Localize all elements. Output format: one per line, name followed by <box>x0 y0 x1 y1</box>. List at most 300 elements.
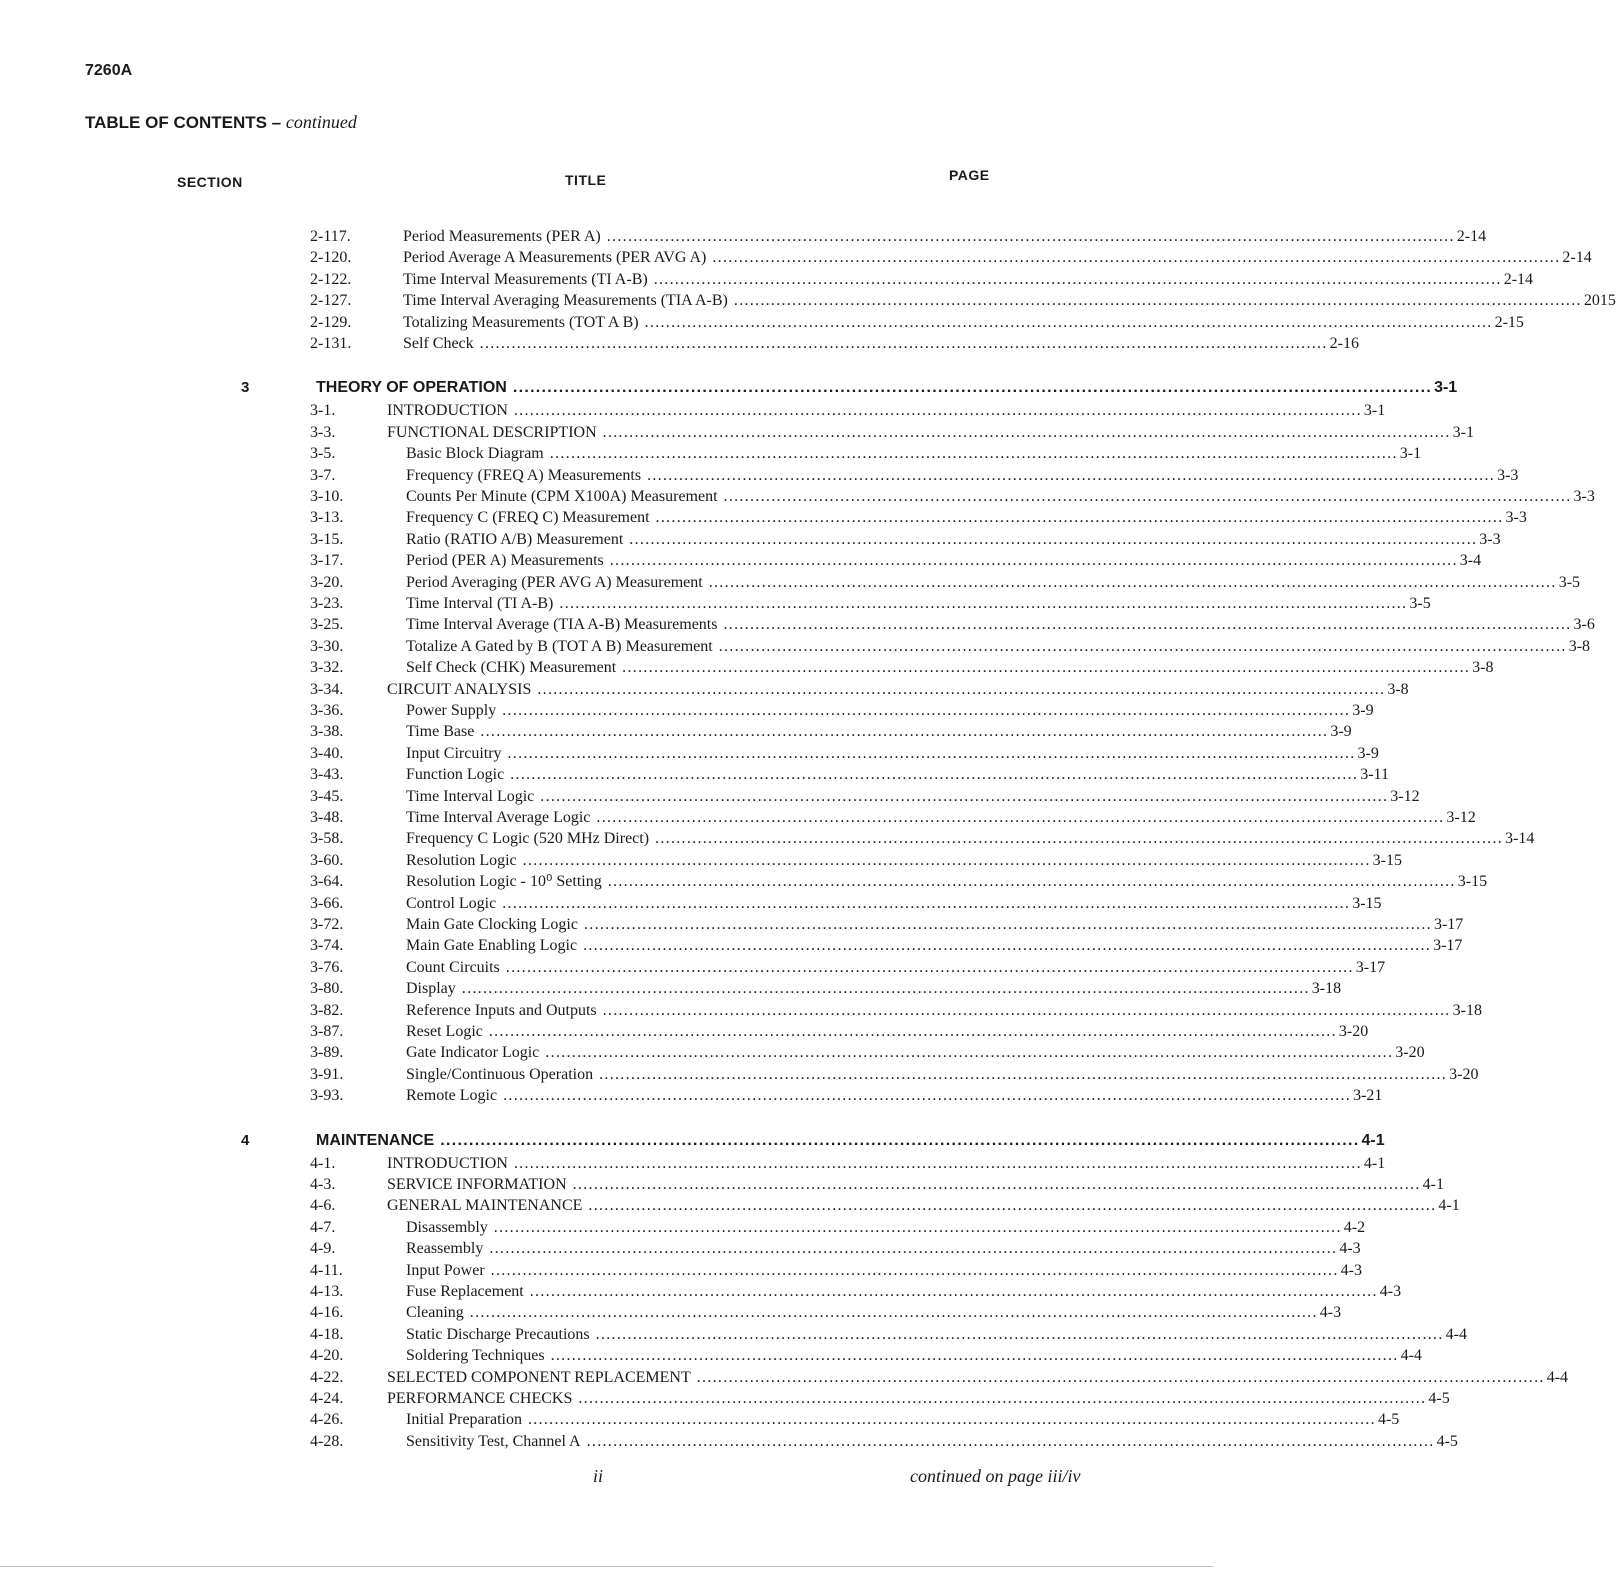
entry-title: PERFORMANCE CHECKS <box>387 1390 573 1407</box>
dot-leader: ................................................................................................................................................................ <box>586 1432 1435 1450</box>
toc-title: TABLE OF CONTENTS <box>85 113 267 132</box>
toc-entry <box>0 1000 1482 1021</box>
toc-entry <box>0 721 1352 742</box>
dot-leader: ................................................................................................................................................................ <box>469 1304 1318 1322</box>
entry-page: 4-1 <box>1361 1131 1385 1149</box>
toc-entry <box>0 1174 1444 1195</box>
toc-entry <box>0 1042 1425 1063</box>
entry-page: 3-18 <box>1452 1001 1482 1019</box>
toc-entry <box>0 1431 1458 1452</box>
dot-leader: ................................................................................................................................................................ <box>490 1261 1339 1279</box>
entry-page: 3-8 <box>1472 659 1494 677</box>
toc-entry <box>0 1153 1386 1174</box>
dot-leader: ................................................................................................................................................................ <box>588 1197 1437 1215</box>
toc-entry <box>0 550 1482 571</box>
entry-number: 3-36. <box>310 702 344 719</box>
dot-leader: ................................................................................................................................................................ <box>622 659 1471 677</box>
entry-number: 3-32. <box>310 659 344 677</box>
entry-number: 3-58. <box>310 830 344 848</box>
entry-title: Totalizing Measurements (TOT A B) <box>403 313 639 331</box>
entry-page: 3-3 <box>1573 488 1595 505</box>
dot-leader: ................................................................................................................................................................ <box>502 702 1351 719</box>
entry-leader-line <box>406 486 1595 507</box>
entry-number: 3-20. <box>310 573 344 591</box>
entry-leader-line <box>406 914 1464 935</box>
entry-page: 3-6 <box>1573 616 1595 634</box>
entry-number: 3-91. <box>310 1065 344 1083</box>
dot-leader: ................................................................................................................................................................ <box>505 958 1354 976</box>
entry-title: CIRCUIT ANALYSIS <box>387 680 532 698</box>
entry-page: 3-1 <box>1452 423 1474 441</box>
entry-page: 3-1 <box>1434 379 1458 397</box>
entry-page: 4-1 <box>1438 1197 1460 1215</box>
entry-page: 3-20 <box>1338 1023 1369 1040</box>
entry-page: 2-15 <box>1494 313 1524 331</box>
toc-entry <box>0 226 1487 247</box>
entry-page: 3-12 <box>1390 787 1420 805</box>
entry-page: 4-2 <box>1343 1218 1366 1236</box>
entry-leader-line <box>387 1153 1386 1174</box>
entry-leader-line <box>406 807 1476 828</box>
entry-number: 3-93. <box>310 1087 344 1105</box>
entry-number: 4-22. <box>310 1368 344 1386</box>
entry-title: Self Check <box>403 335 474 352</box>
entry-page: 4-3 <box>1379 1283 1402 1300</box>
entry-title: Self Check (CHK) Measurement <box>406 659 617 677</box>
entry-leader-line <box>403 333 1359 354</box>
dot-leader: ................................................................................................................................................................ <box>512 379 1433 397</box>
entry-number: 4-1. <box>310 1154 336 1172</box>
entry-leader-line <box>406 657 1494 678</box>
entry-number: 3-25. <box>310 616 344 634</box>
dot-leader: ................................................................................................................................................................ <box>549 445 1398 463</box>
dot-leader: ................................................................................................................................................................ <box>493 1218 1342 1236</box>
entry-title: Period Averaging (PER AVG A) Measurement <box>406 573 703 591</box>
entry-page: 3-21 <box>1353 1087 1383 1105</box>
entry-number: 4-11. <box>310 1261 343 1279</box>
toc-entry <box>0 614 1595 635</box>
dot-leader: ................................................................................................................................................................ <box>522 851 1371 869</box>
entry-title: Period Average A Measurements (PER AVG A) <box>403 249 707 267</box>
entry-leader-line <box>406 957 1386 978</box>
entry-leader-line <box>406 593 1431 614</box>
entry-title: Time Interval Logic <box>406 787 535 805</box>
entry-page: 3-4 <box>1459 552 1482 570</box>
dot-leader: ................................................................................................................................................................ <box>488 1023 1337 1040</box>
entry-number: 3-45. <box>310 787 344 805</box>
entry-number: 3-1. <box>310 402 336 420</box>
toc-entry <box>0 1195 1460 1216</box>
dot-leader: ................................................................................................................................................................ <box>655 509 1504 527</box>
entry-leader-line <box>406 1281 1402 1302</box>
entry-leader-line <box>406 1238 1361 1259</box>
entry-title: Frequency (FREQ A) Measurements <box>406 466 642 484</box>
section-number: 4 <box>241 1131 250 1149</box>
entry-leader-line <box>406 443 1422 464</box>
entry-leader-line <box>406 1302 1342 1323</box>
entry-leader-line <box>406 529 1501 550</box>
entry-title: INTRODUCTION <box>387 402 508 420</box>
entry-leader-line <box>406 1021 1369 1042</box>
entry-title: INTRODUCTION <box>387 1154 508 1172</box>
dot-leader: ................................................................................................................................................................ <box>723 616 1572 634</box>
entry-title: Input Power <box>406 1261 485 1279</box>
entry-number: 2-127. <box>310 292 352 310</box>
entry-number: 3-87. <box>310 1023 344 1040</box>
dot-leader: ................................................................................................................................................................ <box>712 249 1561 267</box>
entry-number: 4-20. <box>310 1347 344 1365</box>
entry-page: 3-17 <box>1355 958 1386 976</box>
entry-leader-line <box>406 828 1535 849</box>
dot-leader: ................................................................................................................................................................ <box>578 1390 1427 1407</box>
entry-page: 3-11 <box>1360 766 1389 784</box>
toc-entry <box>0 914 1464 935</box>
entry-title: Soldering Techniques <box>406 1347 545 1365</box>
toc-entry <box>0 247 1592 268</box>
toc-entry <box>0 871 1488 892</box>
entry-leader-line <box>406 507 1527 528</box>
entry-leader-line <box>387 400 1386 421</box>
entry-page: 4-1 <box>1422 1176 1444 1193</box>
entry-title: Time Interval (TI A-B) <box>406 595 554 612</box>
entry-page: 3-9 <box>1357 744 1379 762</box>
toc-section-row <box>0 1130 1385 1151</box>
entry-title: Frequency C Logic (520 MHz Direct) <box>406 830 650 848</box>
toc-entry <box>0 1409 1400 1430</box>
entry-page: 2-16 <box>1329 335 1359 352</box>
entry-page: 3-14 <box>1505 830 1535 848</box>
entry-title: Main Gate Enabling Logic <box>406 937 578 955</box>
entry-title: Ratio (RATIO A/B) Measurement <box>406 530 624 548</box>
entry-leader-line <box>406 935 1463 956</box>
entry-leader-line <box>387 1195 1460 1216</box>
entry-title: Power Supply <box>406 702 497 719</box>
entry-page: 3-17 <box>1433 937 1463 955</box>
entry-number: 3-48. <box>310 809 344 826</box>
toc-entry <box>0 850 1402 871</box>
entry-page: 4-5 <box>1436 1432 1458 1450</box>
dot-leader: ................................................................................................................................................................ <box>461 980 1310 998</box>
entry-title: Display <box>406 980 456 998</box>
toc-entry <box>0 1345 1422 1366</box>
entry-number: 2-129. <box>310 313 352 331</box>
toc-entry <box>0 507 1527 528</box>
entry-number: 3-72. <box>310 916 344 933</box>
entry-page: 3-8 <box>1387 680 1409 698</box>
entry-title: Reference Inputs and Outputs <box>406 1001 597 1019</box>
entry-title: FUNCTIONAL DESCRIPTION <box>387 423 597 441</box>
dot-leader: ................................................................................................................................................................ <box>559 595 1408 612</box>
entry-leader-line <box>316 1130 1385 1151</box>
entry-leader-line <box>406 700 1374 721</box>
entry-title: Static Discharge Precautions <box>406 1325 590 1343</box>
entry-leader-line <box>406 1085 1383 1106</box>
entry-title: Main Gate Clocking Logic <box>406 916 578 933</box>
toc-entry <box>0 1217 1366 1238</box>
entry-number: 3-3. <box>310 423 336 441</box>
column-header-page: PAGE <box>949 167 990 183</box>
entry-page: 4-4 <box>1400 1347 1422 1365</box>
entry-leader-line <box>406 978 1342 999</box>
entry-number: 3-80. <box>310 980 344 998</box>
entry-number: 4-26. <box>310 1411 344 1429</box>
entry-page: 3-15 <box>1372 851 1402 869</box>
toc-entry <box>0 935 1463 956</box>
entry-page: 2-14 <box>1562 249 1592 267</box>
entry-page: 4-5 <box>1377 1411 1400 1429</box>
dot-leader: ................................................................................................................................................................ <box>607 873 1456 891</box>
entry-leader-line <box>403 312 1524 333</box>
dot-leader: ................................................................................................................................................................ <box>583 916 1432 933</box>
entry-title: Period (PER A) Measurements <box>406 552 604 570</box>
entry-leader-line <box>406 614 1595 635</box>
entry-leader-line <box>406 721 1352 742</box>
toc-section-row <box>0 377 1458 398</box>
entry-number: 3-40. <box>310 744 344 762</box>
entry-page: 3-9 <box>1352 702 1374 719</box>
section-title: MAINTENANCE <box>316 1131 435 1149</box>
entry-leader-line <box>406 1217 1366 1238</box>
entry-leader-line <box>387 1174 1444 1195</box>
entry-page: 3-20 <box>1395 1044 1425 1062</box>
toc-entry <box>0 764 1389 785</box>
toc-entry <box>0 572 1581 593</box>
entry-number: 3-82. <box>310 1001 344 1019</box>
dot-leader: ................................................................................................................................................................ <box>723 488 1572 505</box>
toc-entry <box>0 1367 1569 1388</box>
entry-title: Initial Preparation <box>406 1411 522 1429</box>
page-folio: ii <box>593 1466 604 1486</box>
entry-number: 3-60. <box>310 851 344 869</box>
entry-title: Fuse Replacement <box>406 1283 524 1300</box>
entry-number: 4-13. <box>310 1283 344 1300</box>
entry-title: Resolution Logic - 10⁰ Setting <box>406 873 602 891</box>
entry-title: Period Measurements (PER A) <box>403 228 601 245</box>
dot-leader: ................................................................................................................................................................ <box>529 1283 1378 1300</box>
dot-leader: ................................................................................................................................................................ <box>644 313 1493 331</box>
entry-title: Time Interval Average (TIA A-B) Measurements <box>406 616 718 634</box>
entry-title: Frequency C (FREQ C) Measurement <box>406 509 650 527</box>
entry-leader-line <box>403 247 1592 268</box>
entry-leader-line <box>406 1324 1467 1345</box>
entry-leader-line <box>406 871 1488 892</box>
toc-entry <box>0 465 1519 486</box>
entry-leader-line <box>406 893 1382 914</box>
entry-number: 4-7. <box>310 1218 336 1236</box>
entry-page: 2015 <box>1583 292 1616 310</box>
entry-number: 3-76. <box>310 958 344 976</box>
dot-leader: ................................................................................................................................................................ <box>540 787 1389 805</box>
entry-number: 4-18. <box>310 1325 344 1343</box>
entry-page: 2-14 <box>1456 228 1487 245</box>
toc-continued: continued <box>285 112 357 132</box>
toc-entry <box>0 807 1476 828</box>
toc-entry <box>0 1281 1402 1302</box>
entry-leader-line <box>406 1409 1400 1430</box>
entry-page: 3-8 <box>1568 637 1591 655</box>
entry-number: 3-17. <box>310 552 344 570</box>
toc-entry <box>0 1238 1361 1259</box>
toc-entry <box>0 1085 1383 1106</box>
entry-leader-line <box>406 1000 1482 1021</box>
dot-leader: ................................................................................................................................................................ <box>653 270 1502 288</box>
toc-entry <box>0 443 1422 464</box>
entry-title: Time Base <box>406 723 475 741</box>
entry-number: 2-131. <box>310 335 352 352</box>
entry-number: 4-28. <box>310 1432 344 1450</box>
dot-leader: ................................................................................................................................................................ <box>602 1001 1451 1019</box>
toc-entry <box>0 593 1431 614</box>
toc-entry <box>0 1302 1342 1323</box>
column-header-section: SECTION <box>177 174 243 190</box>
entry-number: 3-15. <box>310 530 344 548</box>
entry-page: 3-9 <box>1330 723 1352 741</box>
entry-number: 4-6. <box>310 1197 336 1215</box>
bottom-rule <box>0 1566 1213 1567</box>
toc-entry <box>0 1260 1362 1281</box>
entry-title: Time Interval Measurements (TI A-B) <box>403 270 648 288</box>
entry-title: Basic Block Diagram <box>406 445 544 463</box>
toc-entry <box>0 1021 1369 1042</box>
entry-number: 4-16. <box>310 1304 344 1322</box>
entry-number: 3-10. <box>310 488 344 505</box>
dot-leader: ................................................................................................................................................................ <box>527 1411 1376 1429</box>
toc-dash: – <box>266 113 286 132</box>
entry-leader-line <box>403 269 1534 290</box>
dot-leader: ................................................................................................................................................................ <box>502 894 1351 912</box>
dot-leader: ................................................................................................................................................................ <box>718 637 1567 655</box>
entry-title: Reassembly <box>406 1240 484 1258</box>
toc-entry <box>0 290 1616 311</box>
entry-number: 2-117. <box>310 228 351 245</box>
dot-leader: ................................................................................................................................................................ <box>489 1240 1338 1258</box>
entry-number: 3-7. <box>310 466 336 484</box>
entry-page: 3-15 <box>1457 873 1488 891</box>
entry-leader-line <box>406 1431 1458 1452</box>
entry-title: Cleaning <box>406 1304 464 1322</box>
entry-number: 3-74. <box>310 937 344 955</box>
dot-leader: ................................................................................................................................................................ <box>595 1325 1444 1343</box>
entry-title: Sensitivity Test, Channel A <box>406 1432 581 1450</box>
toc-entry <box>0 700 1374 721</box>
entry-leader-line <box>406 465 1519 486</box>
entry-number: 4-3. <box>310 1176 336 1193</box>
dot-leader: ................................................................................................................................................................ <box>629 530 1478 548</box>
entry-leader-line <box>406 850 1402 871</box>
entry-number: 3-34. <box>310 680 344 698</box>
entry-title: SELECTED COMPONENT REPLACEMENT <box>387 1368 691 1386</box>
entry-title: Time Interval Average Logic <box>406 809 591 826</box>
dot-leader: ................................................................................................................................................................ <box>655 830 1504 848</box>
dot-leader: ................................................................................................................................................................ <box>696 1368 1545 1386</box>
toc-entry <box>0 957 1386 978</box>
entry-page: 3-1 <box>1363 402 1386 420</box>
dot-leader: ................................................................................................................................................................ <box>440 1131 1360 1149</box>
entry-title: Single/Continuous Operation <box>406 1065 594 1083</box>
entry-number: 3-13. <box>310 509 344 527</box>
dot-leader: ................................................................................................................................................................ <box>647 466 1496 484</box>
toc-entry <box>0 743 1379 764</box>
entry-page: 3-15 <box>1352 894 1382 912</box>
dot-leader: ................................................................................................................................................................ <box>507 744 1356 762</box>
entry-number: 3-30. <box>310 637 344 655</box>
entry-title: Counts Per Minute (CPM X100A) Measurement <box>406 488 718 505</box>
entry-title: Totalize A Gated by B (TOT A B) Measurement <box>406 637 713 655</box>
entry-title: Disassembly <box>406 1218 488 1236</box>
dot-leader: ................................................................................................................................................................ <box>609 552 1458 570</box>
entry-leader-line <box>406 1345 1422 1366</box>
entry-leader-line <box>403 226 1487 247</box>
entry-page: 4-4 <box>1445 1325 1467 1343</box>
toc-entry <box>0 312 1524 333</box>
entry-page: 3-12 <box>1446 809 1476 826</box>
entry-number: 3-23. <box>310 595 344 612</box>
toc-entry <box>0 893 1382 914</box>
toc-entry <box>0 828 1535 849</box>
toc-entry <box>0 269 1534 290</box>
model-number: 7260A <box>85 62 133 79</box>
dot-leader: ................................................................................................................................................................ <box>503 1087 1352 1105</box>
entry-number: 2-120. <box>310 249 352 267</box>
entry-number: 3-64. <box>310 873 344 891</box>
entry-page: 2-14 <box>1503 270 1534 288</box>
dot-leader: ................................................................................................................................................................ <box>510 766 1359 784</box>
toc-entry <box>0 422 1474 443</box>
dot-leader: ................................................................................................................................................................ <box>602 423 1451 441</box>
toc-entry <box>0 1324 1467 1345</box>
entry-title: Control Logic <box>406 894 497 912</box>
dot-leader: ................................................................................................................................................................ <box>572 1176 1421 1193</box>
toc-entry <box>0 333 1359 354</box>
entry-title: GENERAL MAINTENANCE <box>387 1197 583 1215</box>
toc-entry <box>0 679 1409 700</box>
entry-leader-line <box>406 764 1389 785</box>
entry-title: Gate Indicator Logic <box>406 1044 540 1062</box>
entry-title: SERVICE INFORMATION <box>387 1176 567 1193</box>
entry-leader-line <box>406 786 1420 807</box>
entry-title: Count Circuits <box>406 958 500 976</box>
entry-leader-line <box>387 1367 1569 1388</box>
entry-title: Time Interval Averaging Measurements (TIA A-B) <box>403 292 728 310</box>
entry-leader-line <box>406 572 1581 593</box>
entry-title: Resolution Logic <box>406 851 517 869</box>
entry-page: 4-1 <box>1363 1154 1386 1172</box>
entry-page: 4-5 <box>1428 1390 1450 1407</box>
entry-page: 3-3 <box>1505 509 1527 527</box>
entry-number: 4-9. <box>310 1240 336 1258</box>
toc-entry <box>0 1388 1450 1409</box>
dot-leader: ................................................................................................................................................................ <box>550 1347 1399 1365</box>
section-title: THEORY OF OPERATION <box>316 379 507 397</box>
dot-leader: ................................................................................................................................................................ <box>596 809 1445 826</box>
entry-number: 3-5. <box>310 445 336 463</box>
entry-number: 3-38. <box>310 723 344 741</box>
entry-page: 4-3 <box>1319 1304 1342 1322</box>
entry-title: Reset Logic <box>406 1023 483 1040</box>
entry-page: 3-1 <box>1399 445 1422 463</box>
entry-leader-line <box>406 636 1591 657</box>
entry-number: 3-43. <box>310 766 344 784</box>
toc-entry <box>0 486 1595 507</box>
entry-leader-line <box>387 679 1409 700</box>
entry-leader-line <box>406 550 1482 571</box>
entry-page: 4-4 <box>1546 1368 1569 1386</box>
toc-entry <box>0 1064 1479 1085</box>
dot-leader: ................................................................................................................................................................ <box>583 937 1432 955</box>
entry-leader-line <box>406 1042 1425 1063</box>
dot-leader: ................................................................................................................................................................ <box>599 1065 1448 1083</box>
entry-page: 3-3 <box>1479 530 1501 548</box>
